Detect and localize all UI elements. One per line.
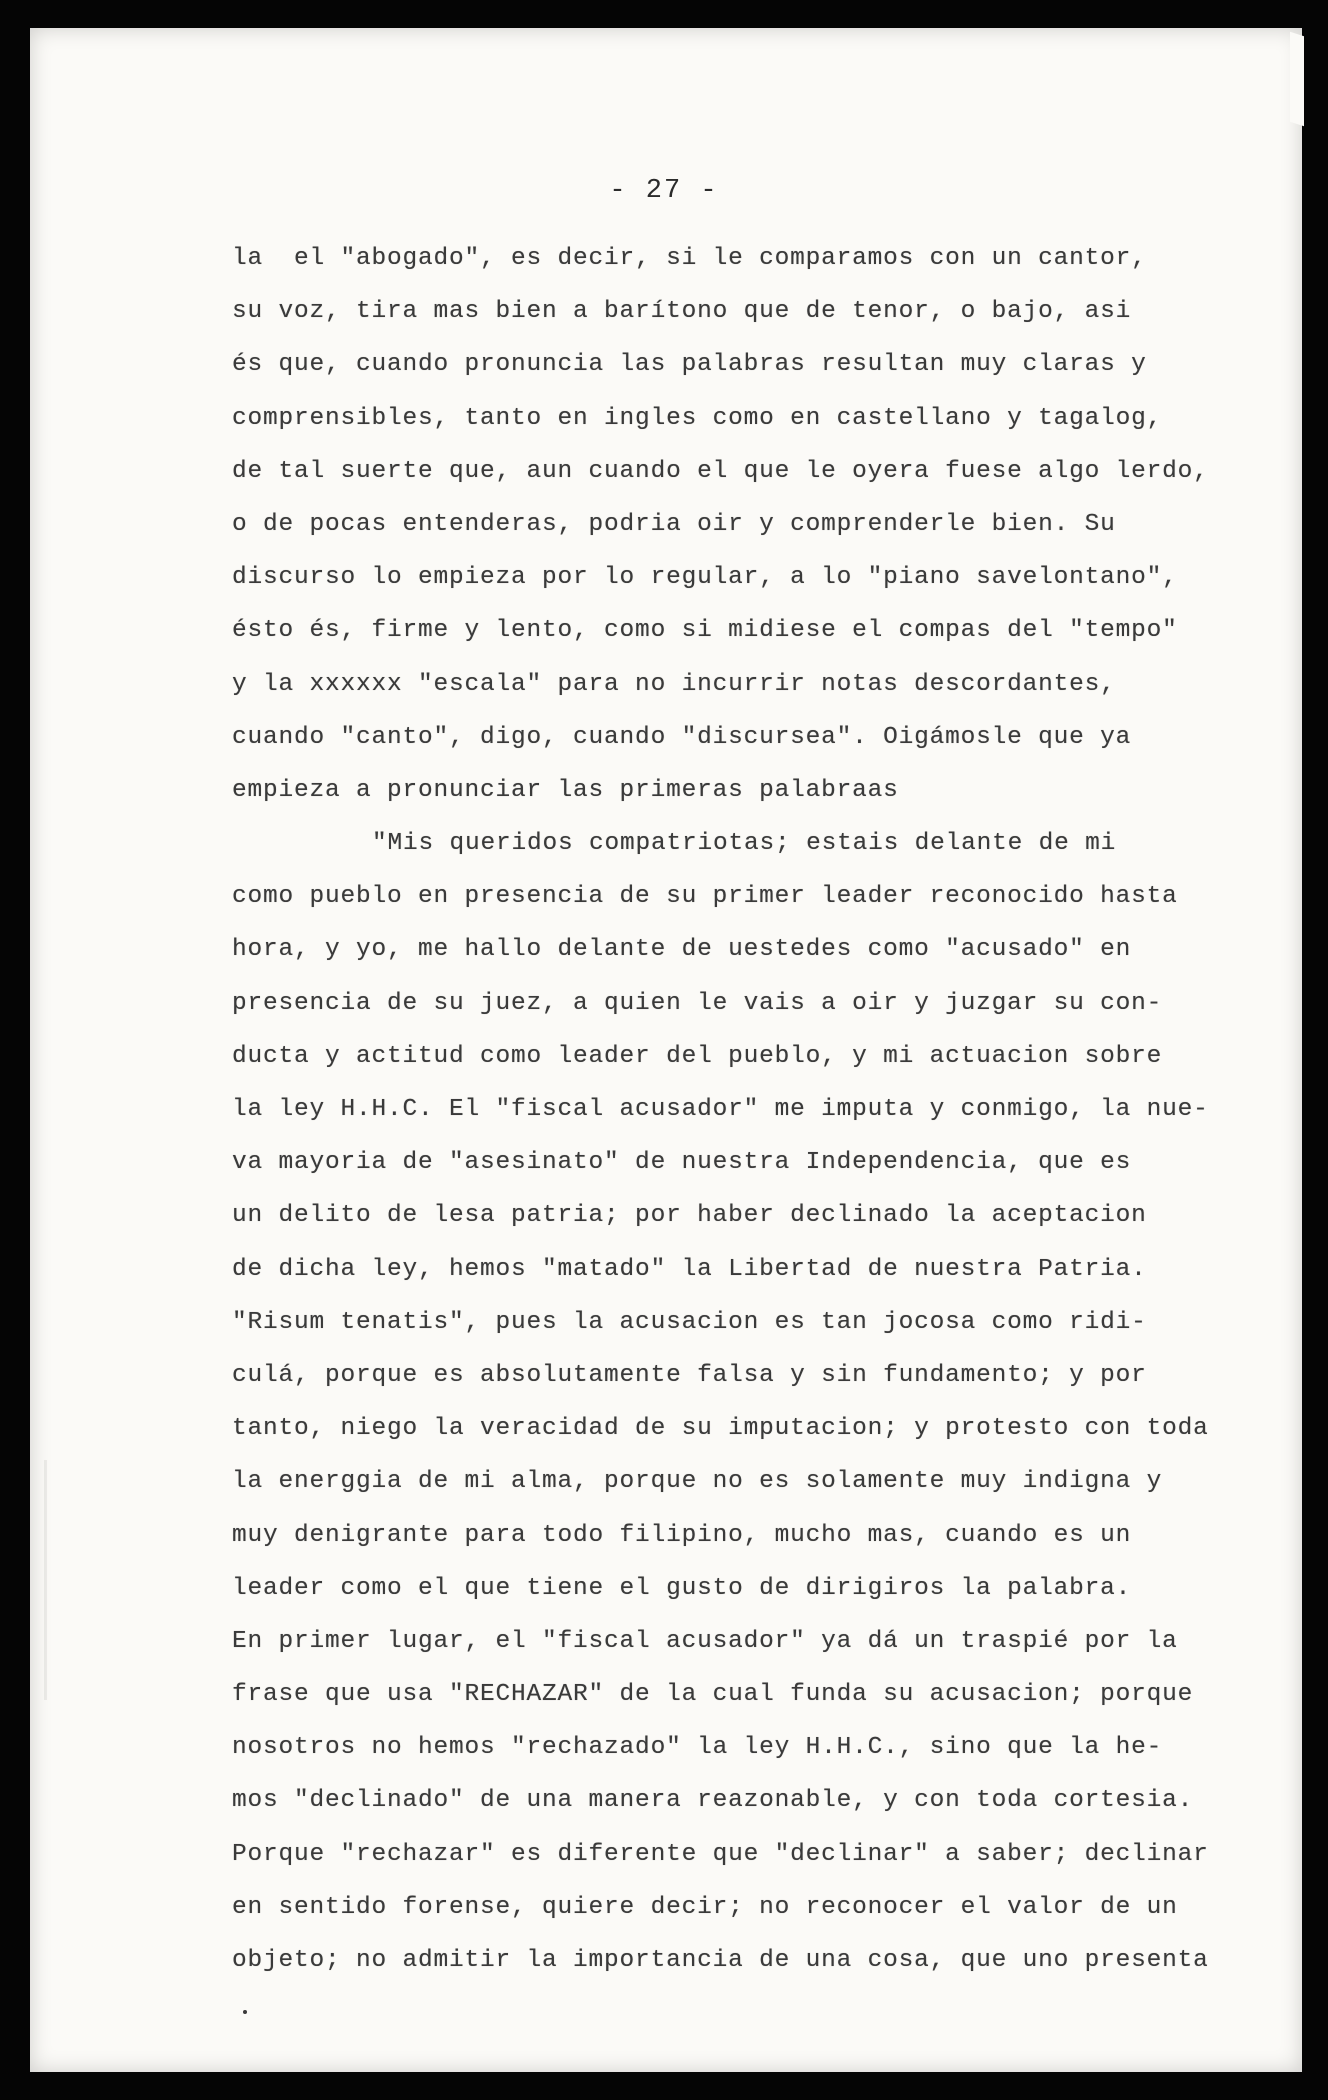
text-line: "Mis queridos compatriotas; estais delante de mi bbox=[372, 830, 1117, 858]
text-line: empieza a pronunciar las primeras palabraas bbox=[232, 776, 899, 804]
text-line: mos "declinado" de una manera reazonable, y con toda cortesia. bbox=[232, 1787, 1194, 1815]
text-line: como pueblo en presencia de su primer leader reconocido hasta bbox=[232, 883, 1178, 911]
ink-speck bbox=[243, 2010, 247, 2014]
text-line: En primer lugar, el "fiscal acusador" ya dá un traspié por la bbox=[232, 1627, 1178, 1655]
text-line: hora, y yo, me hallo delante de uestedes como "acusado" en bbox=[232, 936, 1132, 964]
text-line: és que, cuando pronuncia las palabras resultan muy claras y bbox=[232, 351, 1147, 379]
typed-text-body bbox=[232, 232, 1232, 1987]
text-line: discurso lo empieza por lo regular, a lo "piano savelontano", bbox=[232, 564, 1178, 592]
text-line: la ley H.H.C. El "fiscal acusador" me imputa y conmigo, la nue- bbox=[232, 1096, 1209, 1123]
text-line: de dicha ley, hemos "matado" la Libertad de nuestra Patria. bbox=[232, 1255, 1147, 1283]
text-line: tanto, niego la veracidad de su imputacion; y protesto con toda bbox=[232, 1415, 1209, 1443]
text-line: de tal suerte que, aun cuando el que le oyera fuese algo lerdo, bbox=[232, 457, 1209, 485]
text-line: Porque "rechazar" es diferente que "declinar" a saber; declinar bbox=[232, 1840, 1209, 1868]
text-line: su voz, tira mas bien a barítono que de tenor, o bajo, asi bbox=[232, 298, 1132, 326]
text-line: en sentido forense, quiere decir; no reconocer el valor de un bbox=[232, 1893, 1178, 1921]
text-line: presencia de su juez, a quien le vais a oir y juzgar su con- bbox=[232, 989, 1163, 1017]
text-line: "Risum tenatis", pues la acusacion es tan jocosa como ridi- bbox=[232, 1308, 1147, 1336]
text-line: va mayoria de "asesinato" de nuestra Independencia, que es bbox=[232, 1149, 1132, 1177]
text-line: objeto; no admitir la importancia de una cosa, que uno presenta bbox=[232, 1947, 1209, 1974]
text-line: frase que usa "RECHAZAR" de la cual funda su acusacion; porque bbox=[232, 1681, 1194, 1709]
text-line: muy denigrante para todo filipino, mucho mas, cuando es un bbox=[232, 1521, 1132, 1549]
text-line: ducta y actitud como leader del pueblo, y mi actuacion sobre bbox=[232, 1042, 1163, 1070]
text-line: culá, porque es absolutamente falsa y sin fundamento; y por bbox=[232, 1361, 1147, 1389]
text-line: comprensibles, tanto en ingles como en castellano y tagalog, bbox=[232, 404, 1163, 432]
text-line: nosotros no hemos "rechazado" la ley H.H.C., sino que la he- bbox=[232, 1734, 1163, 1762]
text-line: la energgia de mi alma, porque no es solamente muy indigna y bbox=[232, 1468, 1163, 1496]
text-line: leader como el que tiene el gusto de dirigiros la palabra. bbox=[232, 1574, 1132, 1602]
text-line: y la xxxxxx "escala" para no incurrir notas descordantes, bbox=[232, 670, 1116, 698]
text-line: la el "abogado", es decir, si le comparamos con un cantor, bbox=[232, 245, 1147, 272]
text-line: ésto és, firme y lento, como si midiese el compas del "tempo" bbox=[232, 617, 1178, 645]
text-line: un delito de lesa patria; por haber declinado la aceptacion bbox=[232, 1202, 1147, 1230]
text-line: o de pocas entenderas, podria oir y comprenderle bien. Su bbox=[232, 510, 1116, 538]
paper-crease bbox=[44, 1460, 47, 1700]
page-number: - 27 - bbox=[609, 176, 719, 206]
text-line: cuando "canto", digo, cuando "discursea". Oigámosle que ya bbox=[232, 723, 1132, 751]
page-corner-fold bbox=[1290, 32, 1304, 127]
